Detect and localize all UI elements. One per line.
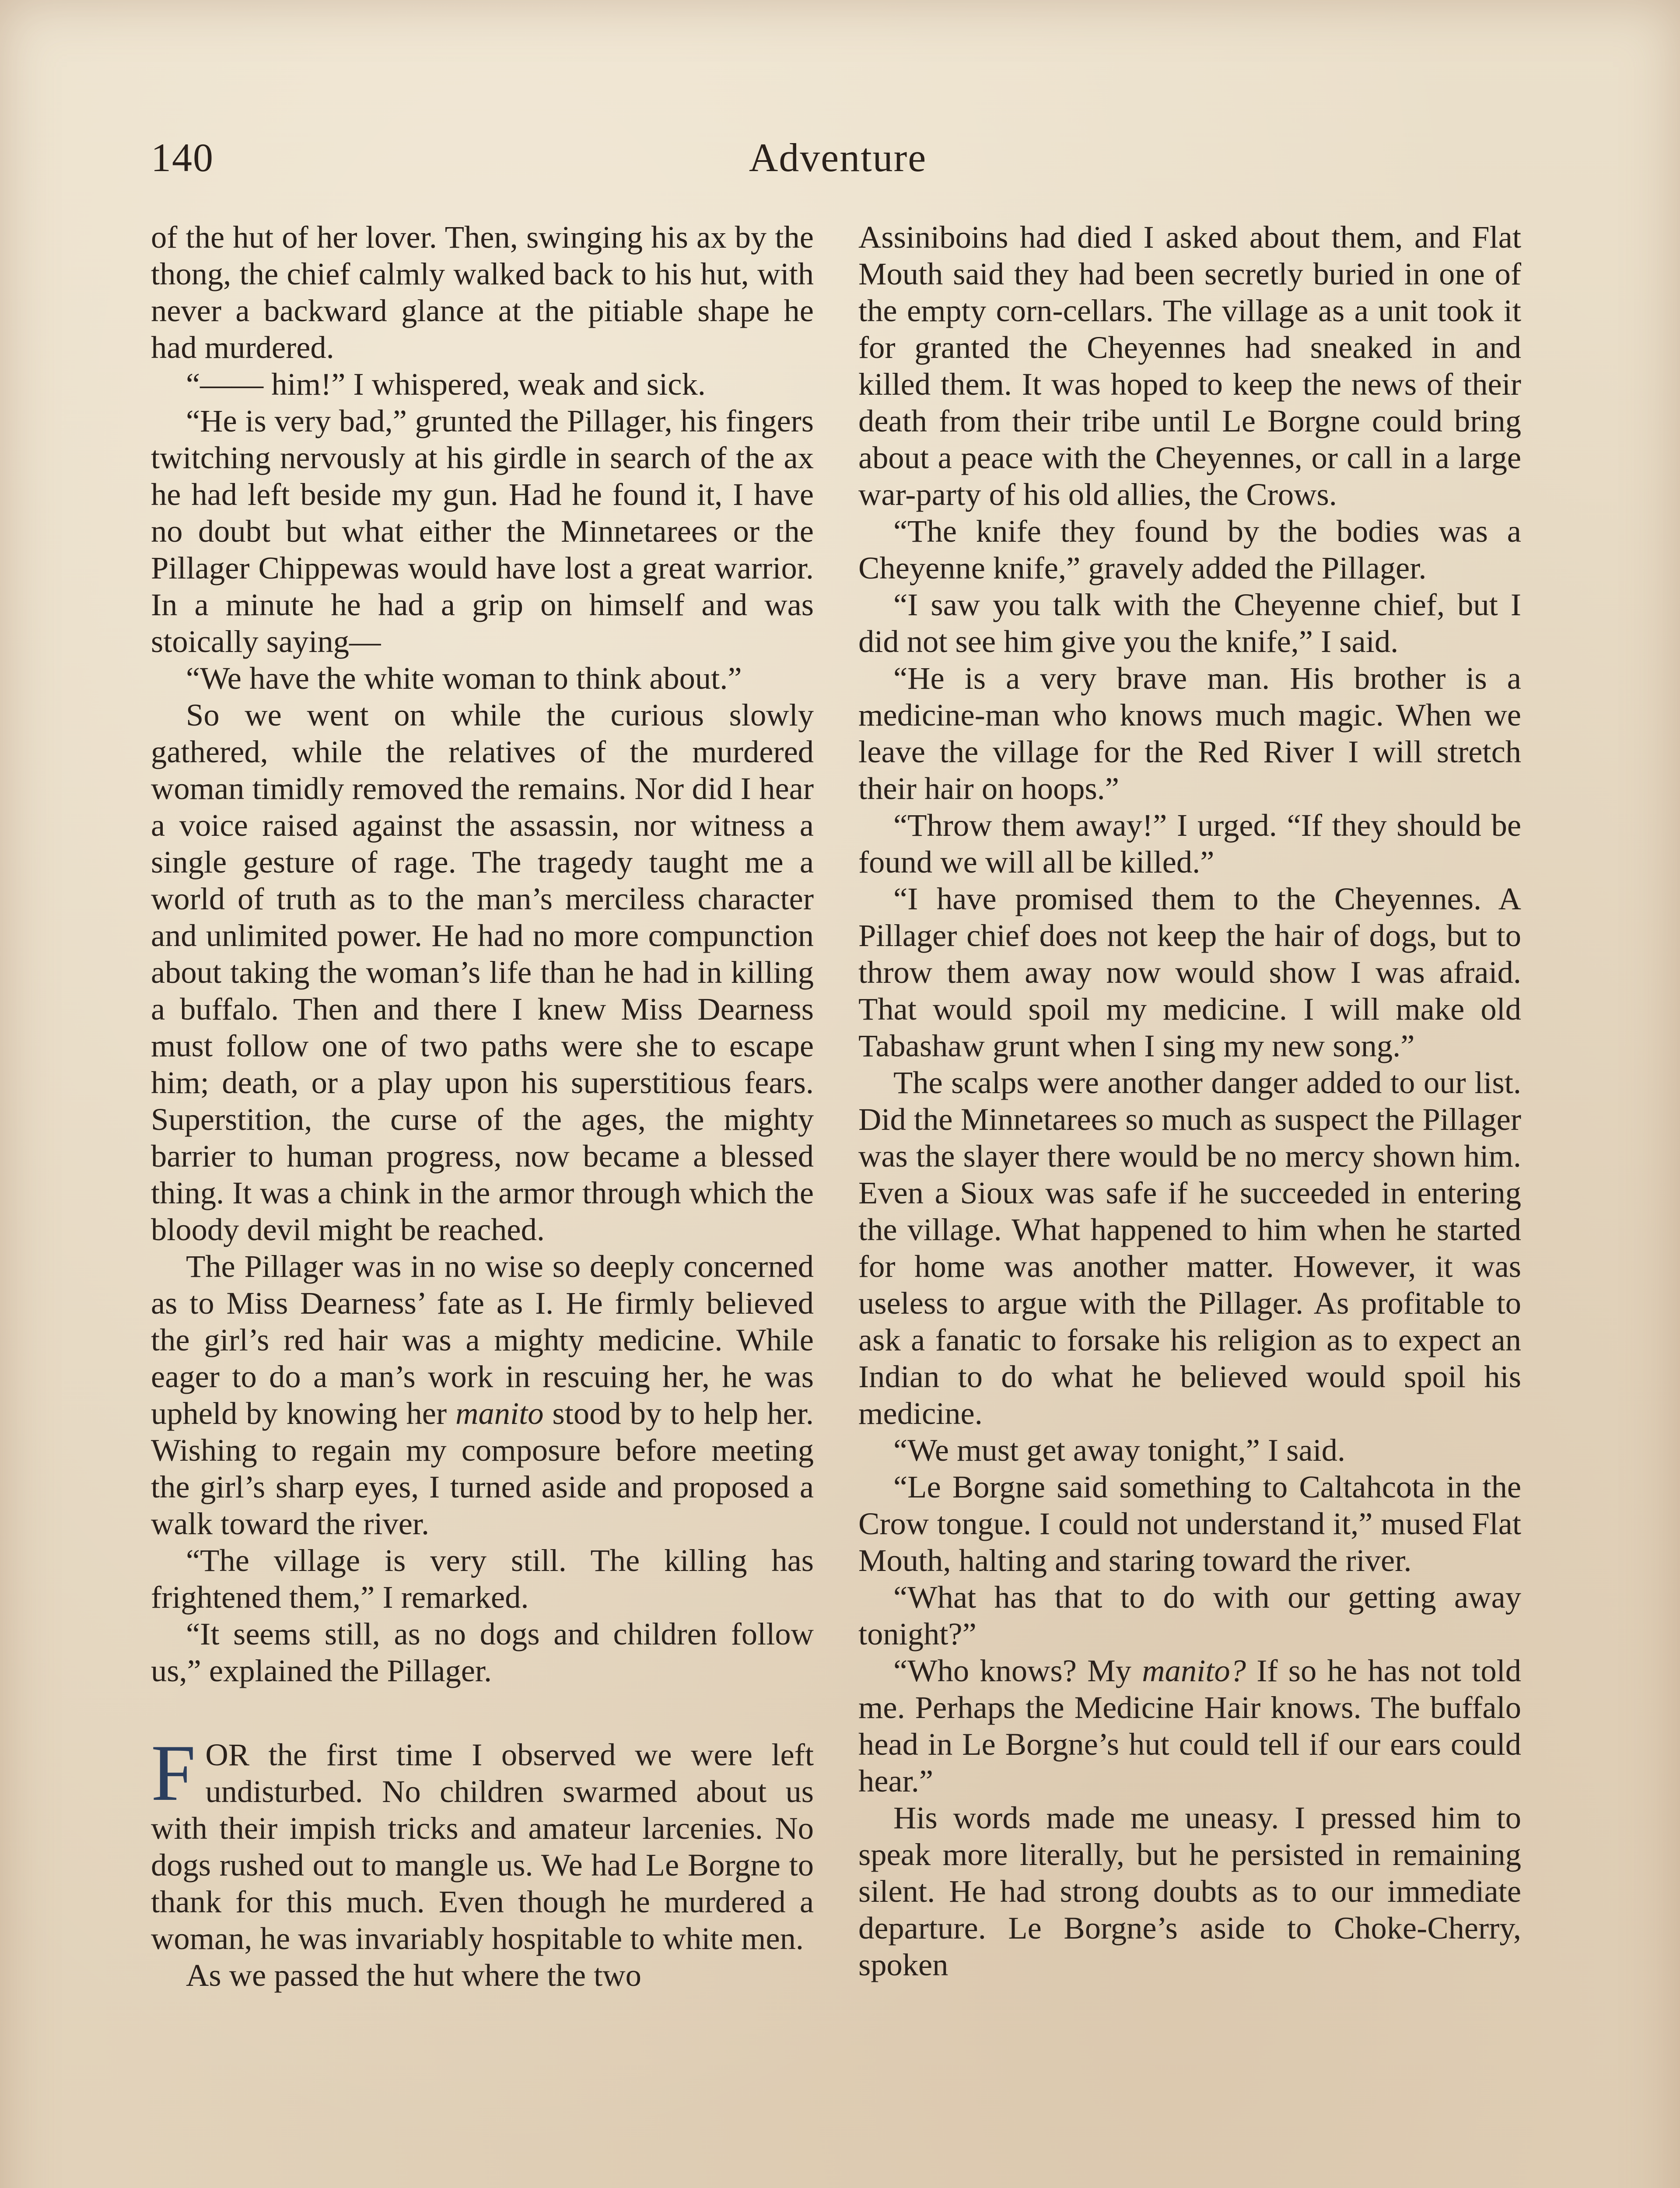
paragraph: “It seems still, as no dogs and children follow us,” explained the Pillager. bbox=[151, 1616, 814, 1688]
text-column-left bbox=[151, 219, 814, 1994]
paragraph: The scalps were another danger added to our list. Did the Minnetarees so much as suspect the Pillager was the slayer there would be no mercy shown him. Even a Sioux was safe if he succeeded in entering the village. What happened to him when he started for home was another matter. However, it was useless to argue with the Pillager. As profitable to ask a fanatic to forsake his religion as to expect an Indian to do what he believed would spoil his medicine. bbox=[858, 1065, 1521, 1431]
paragraph: His words made me uneasy. I pressed him to speak more literally, but he persisted in remaining silent. He had strong doubts as to our immediate departure. Le Borgne’s aside to Choke-Cherry, spoken bbox=[858, 1800, 1521, 1982]
paragraph: “I have promised them to the Cheyennes. A Pillager chief does not keep the hair of dogs, but to throw them away now would show I was afraid. That would spoil my medicine. I will make old Tabashaw grunt when I sing my new song.” bbox=[858, 881, 1521, 1063]
paragraph: As we passed the hut where the two bbox=[186, 1957, 641, 1993]
paragraph-text: If so he has not told me. Perhaps the Medicine Hair knows. The buffalo head in Le Borgne’s hut could tell if our ears could hear.” bbox=[858, 1653, 1521, 1799]
paragraph: “He is a very brave man. His brother is a medicine-man who knows much magic. When we leave the village for the Red River I will stretch their hair on hoops.” bbox=[858, 660, 1521, 806]
paragraph: “The village is very still. The killing has frightened them,” I remarked. bbox=[151, 1543, 814, 1615]
drop-cap: F bbox=[151, 1728, 196, 1817]
paragraph-text: “Who knows? My bbox=[893, 1653, 1142, 1688]
paragraph: “The knife they found by the bodies was a Cheyenne knife,” gravely added the Pillager. bbox=[858, 513, 1521, 586]
paragraph bbox=[858, 1652, 1521, 1799]
italic-word: manito bbox=[455, 1396, 544, 1431]
paragraph: Assiniboins had died I asked about them, and Flat Mouth said they had been secretly buried in one of the empty corn-cellars. The village as a unit took it for granted the Cheyennes had sneaked in and killed them. It was hoped to keep the news of their death from their tribe until Le Borgne could bring about a peace with the Cheyennes, or call in a large war-party of his old allies, the Crows. bbox=[858, 219, 1521, 512]
text-column-right bbox=[858, 219, 1521, 1983]
paragraph: So we went on while the curious slowly gathered, while the relatives of the murdered woman timidly removed the remains. Nor did I hear a voice raised against the assassin, nor witness a single gesture of rage. The tragedy taught me a world of truth as to the man’s merciless character and unlimited power. He had no more compunction about taking the woman’s life than he had in killing a buffalo. Then and there I knew Miss Dearness must follow one of two paths were she to escape him; death, or a play upon his superstitious fears. Superstition, the curse of the ages, the mighty barrier to human progress, now became a blessed thing. It was a chink in the armor through which the bloody devil might be reached. bbox=[151, 697, 814, 1247]
paragraph: “He is very bad,” grunted the Pillager, his fingers twitching nervously at his girdle in search of the ax he had left beside my gun. Had he found it, I have no doubt but what either the Minnetarees or the Pillager Chippewas would have lost a great warrior. In a minute he had a grip on himself and was stoically saying— bbox=[151, 403, 814, 659]
running-head bbox=[151, 131, 1525, 184]
paragraph: “Le Borgne said something to Caltahcota in the Crow tongue. I could not understand it,” mused Flat Mouth, halting and staring toward the river. bbox=[858, 1469, 1521, 1578]
paragraph-text: OR the first time I observed we were left undisturbed. No children swarmed about us with their impish tricks and amateur larcenies. No dogs rushed out to mangle us. We had Le Borgne to thank for this much. Even though he murdered a woman, he was invariably hospitable to white men. bbox=[151, 1737, 814, 1956]
paragraph bbox=[151, 1248, 814, 1542]
paragraph-text: The Pillager was in no wise so deeply concerned as to Miss Dearness’ fate as I. He firmly believed the girl’s red hair was a mighty medicine. While eager to do a man’s work in rescuing her, he was upheld by knowing her bbox=[151, 1248, 814, 1431]
paragraph: of the hut of her lover. Then, swinging his ax by the thong, the chief calmly walked back to his hut, with never a backward glance at the pitiable shape he had murdered. bbox=[151, 219, 814, 365]
magazine-title: Adventure bbox=[749, 135, 927, 180]
paragraph: “We have the white woman to think about.” bbox=[186, 660, 742, 696]
italic-word: manito? bbox=[1142, 1653, 1246, 1688]
section-break bbox=[151, 1689, 814, 1736]
paragraph: “I saw you talk with the Cheyenne chief, but I did not see him give you the knife,” I said. bbox=[858, 587, 1521, 659]
paragraph: “We must get away tonight,” I said. bbox=[893, 1432, 1346, 1468]
paragraph: “What has that to do with our getting away tonight?” bbox=[858, 1579, 1521, 1652]
page-number: 140 bbox=[151, 135, 214, 180]
paragraph-text: stood by to help her. Wishing to regain my composure before meeting the girl’s sharp eyes, I turned aside and proposed a walk toward the river. bbox=[151, 1396, 814, 1541]
paragraph-with-dropcap bbox=[151, 1728, 814, 1957]
paragraph: “—— him!” I whispered, weak and sick. bbox=[186, 366, 706, 402]
paragraph: “Throw them away!” I urged. “If they should be found we will all be killed.” bbox=[858, 807, 1521, 880]
